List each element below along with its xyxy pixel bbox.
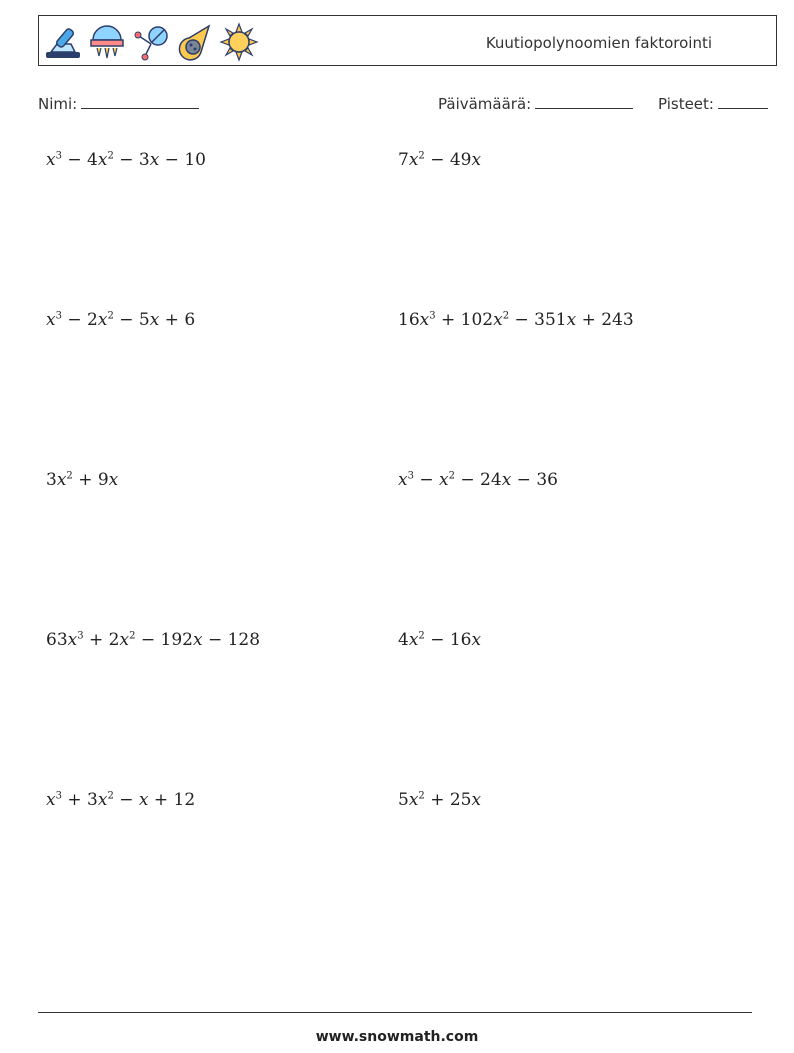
header-icons	[43, 22, 259, 62]
comet-icon	[175, 22, 215, 62]
header-box	[38, 15, 777, 66]
date-blank[interactable]	[535, 94, 633, 109]
footer-divider	[38, 1012, 752, 1013]
telescope-icon	[43, 22, 83, 62]
problem-8: $4x^2 - 16x$	[398, 630, 482, 650]
name-label: Nimi:	[38, 95, 78, 113]
alien-spaceship-icon	[87, 22, 127, 62]
score-blank[interactable]	[718, 94, 768, 109]
date-field	[438, 94, 633, 113]
name-field	[38, 94, 199, 113]
problem-5: $3x^2 + 9x$	[46, 470, 119, 490]
score-field	[658, 94, 768, 113]
problem-1: $x^3 - 4x^2 - 3x - 10$	[46, 150, 206, 170]
problem-9: $x^3 + 3x^2 - x + 12$	[46, 790, 196, 810]
problem-10: $5x^2 + 25x$	[398, 790, 482, 810]
satellite-icon	[131, 22, 171, 62]
worksheet-title: Kuutiopolynoomien faktorointi	[485, 34, 712, 52]
score-label: Pisteet:	[658, 95, 714, 113]
problem-4: $16x^3 + 102x^2 - 351x + 243$	[398, 310, 634, 330]
sun-icon	[219, 22, 259, 62]
name-blank[interactable]	[81, 94, 199, 109]
date-label: Päivämäärä:	[438, 95, 532, 113]
problem-6: $x^3 - x^2 - 24x - 36$	[398, 470, 558, 490]
problem-2: $7x^2 - 49x$	[398, 150, 482, 170]
problem-3: $x^3 - 2x^2 - 5x + 6$	[46, 310, 196, 330]
footer-url[interactable]: www.snowmath.com	[315, 1029, 479, 1045]
problem-7: $63x^3 + 2x^2 - 192x - 128$	[46, 630, 261, 650]
